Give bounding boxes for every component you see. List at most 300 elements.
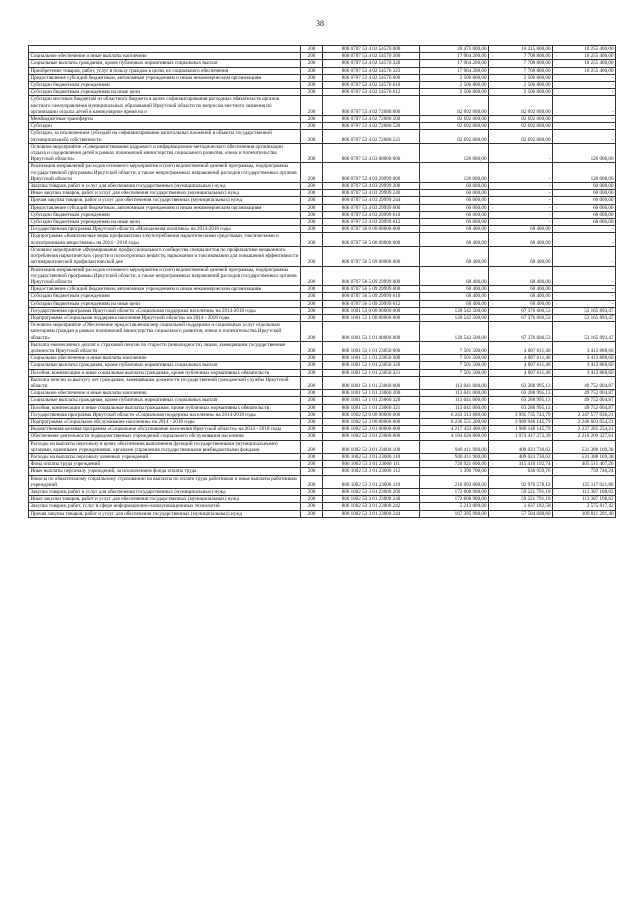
row-classification: 806 1001 53 1 01 23060 000 — [323, 376, 420, 389]
row-executed: 10 215 600,00 — [489, 46, 553, 53]
row-classification: 806 0707 53 4 02 54570 612 — [323, 89, 420, 96]
row-approved: 68 400,00 — [420, 246, 489, 266]
row-approved: 7 501 500,00 — [420, 362, 489, 369]
row-unexecuted: 53 165 893,47 — [553, 314, 616, 321]
row-classification: 806 0707 53 4 02 72080 521 — [323, 130, 420, 143]
row-approved: 68 400,00 — [420, 300, 489, 307]
row-executed: 4 087 611,40 — [489, 362, 553, 369]
row-unexecuted: 3 413 888,60 — [553, 369, 616, 376]
row-classification: 806 1001 53 1 01 23050 320 — [323, 362, 420, 369]
row-unexecuted: - — [553, 266, 616, 286]
row-name: Предоставление субсидий бюджетным, автономным учреждениям и иным некоммерческим организациям — [29, 204, 301, 211]
row-executed: 59 221 791,18 — [489, 489, 553, 496]
row-approved: 2 506 800,00 — [420, 74, 489, 81]
row-classification: 806 0707 53 4 03 29999 240 — [323, 190, 420, 197]
table-row — [29, 116, 616, 123]
row-approved: 218 093 600,00 — [420, 475, 489, 488]
row-unexecuted: - — [553, 123, 616, 130]
row-unexecuted: 49 752 004,87 — [553, 397, 616, 404]
row-name: Основное мероприятие «Формирование профессионального сообщества специалистов по профилактике незаконного потребления наркотических средств и психотропных веществ, наркомании и токсикомании для повышения эффективности антинаркотической профилактической дея — [30, 246, 299, 266]
row-classification: 806 0707 56 5 09 29999 612 — [323, 300, 420, 307]
row-approved: 17 964 200,00 — [420, 60, 489, 67]
row-executed: 92 976 578,12 — [489, 475, 553, 488]
row-approved: 60 000,00 — [420, 197, 489, 204]
row-executed: 82 692 000,00 — [489, 96, 553, 116]
row-executed: 7 708 800,00 — [489, 53, 553, 60]
row-approved: 17 964 200,00 — [420, 67, 489, 74]
row-name: Закупка товаров, работ, услуг в сфере информационно-коммуникационных технологий — [29, 503, 301, 510]
table-row — [29, 397, 616, 404]
row-classification: 806 1001 53 0 00 00000 000 — [323, 307, 420, 314]
row-unexecuted: - — [553, 226, 616, 233]
table-row — [29, 433, 616, 440]
row-code: 200 — [301, 307, 323, 314]
table-row — [29, 190, 616, 197]
row-classification: 806 0707 53 4 02 54570 600 — [323, 74, 420, 81]
row-name: Социальные выплаты гражданам, кроме публичных нормативных социальных выплат — [29, 362, 301, 369]
row-name: Основное мероприятие «Обеспечение предоставления мер социальной поддержки и социальных услуг отдельным категориям граждан в рамках полномочий министерства социального развития, опеки и попечительства Иркутской области» — [29, 322, 301, 342]
table-row — [29, 496, 616, 503]
row-code: 200 — [301, 322, 323, 342]
table-row — [29, 418, 616, 425]
table-row — [29, 219, 616, 226]
row-approved: 172 608 900,00 — [420, 496, 489, 503]
row-classification: 806 0707 56 5 09 29999 610 — [323, 293, 420, 300]
row-name: Взносы по обязательному социальному страхованию на выплаты по оплате труда работников и иные выплаты работникам учреждений — [29, 475, 301, 488]
row-executed: 63 288 995,13 — [489, 404, 553, 411]
row-approved: 82 692 000,00 — [420, 116, 489, 123]
row-approved: 68 400,00 — [420, 293, 489, 300]
row-name: Приобретение товаров, работ, услуг в пользу граждан в целях их социального обеспечения — [29, 67, 301, 74]
row-approved: 82 692 000,00 — [420, 96, 489, 116]
row-name: Иные выплаты персоналу учреждений, за исключением фонда оплаты труда — [29, 468, 301, 475]
row-unexecuted: 531 388 169,38 — [553, 440, 616, 453]
row-approved: 120 542 500,00 — [420, 322, 489, 342]
table-row — [29, 266, 616, 286]
row-executed: 1 974 417 272,39 — [489, 433, 553, 440]
row-code: 200 — [301, 510, 323, 517]
row-approved: 7 501 500,00 — [420, 355, 489, 362]
row-name: Выплата ежемесячных доплат к страховой пенсии по старости (инвалидности) лицам, замещавшим государственные должности Иркутской области — [29, 341, 301, 354]
row-executed: - — [489, 204, 553, 211]
row-code: 200 — [301, 390, 323, 397]
row-executed: - — [489, 197, 553, 204]
row-approved: 113 041 000,00 — [420, 376, 489, 389]
row-approved: 120 542 500,00 — [420, 307, 489, 314]
table-row — [29, 96, 616, 116]
row-unexecuted: - — [553, 286, 616, 293]
table-row — [29, 82, 616, 89]
row-name: Социальное обеспечение и иные выплаты населению — [29, 53, 301, 60]
row-code: 200 — [301, 190, 323, 197]
row-name: Государственная программа Иркутской области «Молодежная политика» на 2014-2018 годы — [29, 226, 301, 233]
row-approved: 6 243 313 680,00 — [420, 411, 489, 418]
row-classification: 806 0707 53 4 02 54570 323 — [323, 67, 420, 74]
table-row — [29, 426, 616, 433]
row-code: 200 — [301, 397, 323, 404]
row-executed: 57 584 608,60 — [489, 510, 553, 517]
row-name: Межбюджетные трансферты — [29, 116, 301, 123]
row-unexecuted: - — [553, 246, 616, 266]
row-approved: 68 400,00 — [420, 233, 489, 246]
row-code: 200 — [301, 130, 323, 143]
row-unexecuted: 125 117 021,88 — [553, 475, 616, 488]
table-row — [29, 341, 616, 354]
row-code: 200 — [301, 226, 323, 233]
row-code: 200 — [301, 183, 323, 190]
row-executed: - — [489, 183, 553, 190]
row-unexecuted: 3 413 888,60 — [553, 341, 616, 354]
row-classification: 806 0707 53 4 03 00000 000 — [323, 143, 420, 163]
table-row — [29, 130, 616, 143]
row-approved: 940 411 900,00 — [420, 440, 489, 453]
table-row — [29, 440, 616, 453]
row-name: Социальные выплаты гражданам, кроме публичных нормативных социальных выплат — [29, 397, 301, 404]
table-row — [29, 74, 616, 81]
row-approved: 167 395 900,00 — [420, 510, 489, 517]
table-row — [29, 226, 616, 233]
row-classification: 806 1001 53 1 01 23050 000 — [323, 341, 420, 354]
row-executed: 7 708 800,00 — [489, 67, 553, 74]
row-executed: 4 087 611,40 — [489, 369, 553, 376]
row-unexecuted: 3 413 888,60 — [553, 362, 616, 369]
row-executed: 82 692 000,00 — [489, 130, 553, 143]
budget-table — [28, 45, 616, 518]
row-approved: 2 506 800,00 — [420, 82, 489, 89]
row-code: 200 — [301, 362, 323, 369]
row-executed: 67 376 606,53 — [489, 314, 553, 321]
table-row — [29, 293, 616, 300]
row-approved: 4 184 626 800,00 — [420, 433, 489, 440]
row-classification: 806 1002 53 3 01 23000 240 — [323, 496, 420, 503]
row-classification: 806 1002 53 0 00 00000 000 — [323, 411, 420, 418]
table-row — [29, 307, 616, 314]
row-code: 200 — [301, 53, 323, 60]
table-row — [29, 233, 616, 246]
table-row — [29, 123, 616, 130]
row-code: 200 — [301, 143, 323, 163]
row-unexecuted: 60 000,00 — [553, 197, 616, 204]
row-executed: 82 692 000,00 — [489, 116, 553, 123]
row-classification: 806 0707 53 4 03 29999 612 — [323, 219, 420, 226]
row-executed: 68 400,00 — [489, 266, 553, 286]
row-approved: 1 396 700,00 — [420, 468, 489, 475]
row-unexecuted: 49 752 004,87 — [553, 376, 616, 389]
row-unexecuted: 66 000,00 — [553, 219, 616, 226]
row-code: 200 — [301, 475, 323, 488]
row-name: Пособия, компенсации и иные социальные выплаты гражданам, кроме публичных нормативных обязательств — [29, 369, 301, 376]
row-name: Ведомственная целевая программа «Социальное обслуживание населения Иркутской области» на 2014 - 2018 годы — [29, 426, 301, 433]
row-code: 200 — [301, 411, 323, 418]
row-approved: 82 692 000,00 — [420, 123, 489, 130]
row-unexecuted: 126 000,00 — [553, 143, 616, 163]
row-classification: 806 1002 53 3 01 23000 244 — [323, 510, 420, 517]
row-approved: 66 000,00 — [420, 211, 489, 218]
row-executed: 68 400,00 — [489, 286, 553, 293]
row-executed: 409 023 730,62 — [489, 440, 553, 453]
row-executed: - — [489, 163, 553, 183]
table-row — [29, 322, 616, 342]
row-name: Субсидии бюджетным учреждениям — [29, 293, 301, 300]
row-approved: 940 411 900,00 — [420, 453, 489, 460]
row-approved: 60 000,00 — [420, 183, 489, 190]
row-approved: 720 921 600,00 — [420, 461, 489, 468]
row-name — [29, 46, 301, 53]
row-approved: 120 542 500,00 — [420, 314, 489, 321]
table-row — [29, 89, 616, 96]
row-approved: 4 217 433 400,00 — [420, 426, 489, 433]
row-unexecuted: 759 740,24 — [553, 468, 616, 475]
row-unexecuted: - — [553, 233, 616, 246]
row-classification: 806 1002 53 3 01 23000 110 — [323, 453, 420, 460]
table-row — [29, 286, 616, 293]
row-executed: 67 376 606,53 — [489, 322, 553, 342]
row-code: 200 — [301, 503, 323, 510]
row-name: Подпрограмма «Комплексные меры профилактики злоупотребления наркотическими средствами, токсическими и психотропными веществами» на 2014 - 2018 годы — [29, 233, 301, 246]
row-classification: 806 0707 56 5 00 00000 000 — [323, 233, 420, 246]
row-approved: 126 000,00 — [420, 143, 489, 163]
row-unexecuted: 531 388 169,38 — [553, 453, 616, 460]
row-executed: 67 376 606,53 — [489, 307, 553, 314]
row-classification: 806 1002 53 3 01 23000 200 — [323, 489, 420, 496]
row-name: Основное мероприятие «Совершенствование кадрового и информационно-методического обеспечения организации отдыха и оздоровления детей в рамках полномочий министерства социального развития, опеки и попечительства Иркутской области» — [29, 143, 301, 163]
row-name: Субсидии бюджетным учреждениям — [29, 82, 301, 89]
row-name: Расходы на выплаты персоналу казенных учреждений — [29, 453, 301, 460]
row-name: Фонд оплаты труда учреждений — [29, 461, 301, 468]
row-unexecuted: - — [553, 74, 616, 81]
row-name: Подпрограмма «Социальное обслуживание населения» на 2014 - 2018 годы — [29, 418, 301, 425]
row-code: 200 — [301, 468, 323, 475]
row-approved: 113 041 000,00 — [420, 397, 489, 404]
row-name: Субсидии бюджетным учреждениям на иные цели — [29, 89, 301, 96]
row-name: Выплата пенсии за выслугу лет гражданам, замещавшим должности государственной гражданской службы Иркутской области — [29, 376, 301, 389]
table-row — [29, 163, 616, 183]
row-approved: 113 041 000,00 — [420, 404, 489, 411]
row-code: 200 — [301, 433, 323, 440]
row-classification: 806 0707 53 4 03 29999 610 — [323, 211, 420, 218]
row-classification: 806 0707 53 4 02 54570 000 — [323, 46, 420, 53]
row-code: 200 — [301, 440, 323, 453]
row-executed: - — [489, 219, 553, 226]
row-name: Закупка товаров, работ и услуг для обеспечения государственных (муниципальных) нужд — [29, 183, 301, 190]
table-row — [29, 60, 616, 67]
row-name: Субсидии местным бюджетам из областного бюджета в целях софинансирования расходных обязательств органов местного самоуправления муниципальных образований Иркутской области по вопросам местного значения по организации отдыха детей в каникулярное время на о — [29, 96, 301, 116]
row-executed: 63 288 995,13 — [489, 390, 553, 397]
row-classification: 806 0707 53 4 03 29999 200 — [323, 183, 420, 190]
row-code: 200 — [301, 96, 323, 116]
row-classification: 806 1001 53 1 00 00000 000 — [323, 314, 420, 321]
row-executed: 409 023 730,62 — [489, 453, 553, 460]
row-name: Иные закупки товаров, работ и услуг для обеспечения государственных (муниципальных) нужд — [29, 496, 301, 503]
row-code: 200 — [301, 286, 323, 293]
row-unexecuted: - — [553, 82, 616, 89]
row-executed: 68 400,00 — [489, 233, 553, 246]
row-unexecuted: 405 511 407,26 — [553, 461, 616, 468]
row-classification: 806 1001 53 1 01 23060 300 — [323, 390, 420, 397]
row-classification: 806 1001 53 1 01 23050 321 — [323, 369, 420, 376]
row-executed: 3 989 948 145,79 — [489, 418, 553, 425]
row-unexecuted: 3 575 817,42 — [553, 503, 616, 510]
row-unexecuted: 10 255 400,00 — [553, 60, 616, 67]
row-classification: 806 1001 53 1 01 00000 000 — [323, 322, 420, 342]
row-unexecuted: - — [553, 300, 616, 307]
table-row — [29, 204, 616, 211]
row-code: 200 — [301, 293, 323, 300]
row-code: 200 — [301, 341, 323, 354]
row-approved: 7 501 500,00 — [420, 341, 489, 354]
table-row — [29, 362, 616, 369]
row-unexecuted: 66 000,00 — [553, 204, 616, 211]
row-classification: 806 1002 53 3 01 00000 000 — [323, 426, 420, 433]
row-executed: 2 506 800,00 — [489, 82, 553, 89]
row-unexecuted: 2 237 285 254,21 — [553, 426, 616, 433]
table-row — [29, 314, 616, 321]
row-classification: 806 1001 53 1 01 23060 320 — [323, 397, 420, 404]
row-executed: 2 506 800,00 — [489, 74, 553, 81]
row-name: Предоставление субсидий бюджетным, автономным учреждениям и иным некоммерческим организациям — [29, 74, 301, 81]
row-code: 200 — [301, 418, 323, 425]
row-name: Субсидии бюджетным учреждениям на иные цели — [29, 300, 301, 307]
row-executed: 1 980 148 145,79 — [489, 426, 553, 433]
row-name: Субсидии — [29, 123, 301, 130]
page-number: 38 — [316, 19, 324, 28]
row-classification: 806 1002 53 3 00 00000 000 — [323, 418, 420, 425]
table-row — [29, 211, 616, 218]
row-code: 200 — [301, 376, 323, 389]
table-row — [29, 355, 616, 362]
row-executed: 63 288 995,13 — [489, 397, 553, 404]
row-code: 200 — [301, 496, 323, 503]
row-executed: - — [489, 211, 553, 218]
row-executed: 7 708 800,00 — [489, 60, 553, 67]
row-code: 200 — [301, 211, 323, 218]
row-classification: 806 1001 53 1 01 23060 321 — [323, 404, 420, 411]
row-executed: - — [489, 143, 553, 163]
row-approved: 2 506 800,00 — [420, 89, 489, 96]
row-code: 200 — [301, 453, 323, 460]
row-code: 200 — [301, 123, 323, 130]
row-name: Социальные выплаты гражданам, кроме публичных нормативных социальных выплат — [29, 60, 301, 67]
row-code: 200 — [301, 404, 323, 411]
row-classification: 806 1002 53 3 01 23000 112 — [323, 468, 420, 475]
table-row — [29, 475, 616, 488]
row-name: Государственная программа Иркутской области «Социальная поддержка населения» на 2014-2018 годы — [29, 307, 301, 314]
row-code: 200 — [301, 266, 323, 286]
row-executed: 68 400,00 — [489, 226, 553, 233]
row-code: 200 — [301, 60, 323, 67]
row-executed: 68 400,00 — [489, 246, 553, 266]
row-code: 200 — [301, 314, 323, 321]
table-row — [29, 369, 616, 376]
row-unexecuted: 53 165 893,47 — [553, 322, 616, 342]
row-classification: 806 0707 56 5 09 00000 000 — [323, 246, 420, 266]
row-approved: 6 236 551 200,00 — [420, 418, 489, 425]
row-classification: 806 0707 53 4 02 54570 610 — [323, 82, 420, 89]
row-approved: 66 000,00 — [420, 219, 489, 226]
row-unexecuted: 10 255 400,00 — [553, 67, 616, 74]
row-code: 200 — [301, 116, 323, 123]
table-row — [29, 376, 616, 389]
row-approved: 7 501 500,00 — [420, 369, 489, 376]
table-row — [29, 143, 616, 163]
row-code: 200 — [301, 204, 323, 211]
row-unexecuted: 2 246 603 054,21 — [553, 418, 616, 425]
row-code: 200 — [301, 163, 323, 183]
row-approved: 60 000,00 — [420, 190, 489, 197]
row-unexecuted: 66 000,00 — [553, 211, 616, 218]
row-unexecuted: 60 000,00 — [553, 190, 616, 197]
row-name: Подпрограмма «Социальная поддержка населения Иркутской области» на 2014 - 2018 годы — [29, 314, 301, 321]
row-classification: 806 0707 56 5 09 29999 600 — [323, 286, 420, 293]
row-name: Субсидии, за исключением субсидий на софинансирование капитальных вложений в объекты государственной (муниципальной) собственности — [29, 130, 301, 143]
row-approved: 126 000,00 — [420, 163, 489, 183]
row-executed: 636 959,76 — [489, 468, 553, 475]
row-unexecuted: 113 387 108,82 — [553, 496, 616, 503]
row-name: Расходы на выплаты персоналу в целях обеспечения выполнения функций государственными (муниципальными) органами, казенными учреждениями, органами управления государственными внебюджетными фондами — [29, 440, 301, 453]
table-row — [29, 461, 616, 468]
row-name: Прочая закупка товаров, работ и услуг для обеспечения государственных (муниципальных) нужд — [29, 510, 301, 517]
row-executed: 3 995 735 743,79 — [489, 411, 553, 418]
table-row — [29, 183, 616, 190]
row-code: 200 — [301, 67, 323, 74]
row-unexecuted: 10 255 400,00 — [553, 53, 616, 60]
row-executed: 2 506 800,00 — [489, 89, 553, 96]
row-unexecuted: 2 210 209 327,61 — [553, 433, 616, 440]
row-classification: 806 1002 53 3 01 23000 111 — [323, 461, 420, 468]
row-approved: 20 471 000,00 — [420, 46, 489, 53]
table-row — [29, 468, 616, 475]
row-unexecuted: 60 000,00 — [553, 183, 616, 190]
row-code: 200 — [301, 461, 323, 468]
row-code: 200 — [301, 46, 323, 53]
row-unexecuted: 113 387 108,82 — [553, 489, 616, 496]
row-code: 200 — [301, 89, 323, 96]
table-row — [29, 404, 616, 411]
row-unexecuted: 49 752 004,87 — [553, 404, 616, 411]
row-name: Иные закупки товаров, работ и услуг для обеспечения государственных (муниципальных) нужд — [29, 190, 301, 197]
row-name: Государственная программа Иркутской области «Социальная поддержка населения» на 2014-2018 годы — [29, 411, 301, 418]
row-classification: 806 0707 53 4 03 29999 600 — [323, 204, 420, 211]
table-row — [29, 246, 616, 266]
row-code: 200 — [301, 197, 323, 204]
row-approved: 5 213 000,00 — [420, 503, 489, 510]
row-executed: 68 400,00 — [489, 293, 553, 300]
row-name: Закупка товаров, работ и услуг для обеспечения государственных (муниципальных) нужд — [29, 489, 301, 496]
row-executed: 63 288 995,13 — [489, 376, 553, 389]
row-name: Предоставление субсидий бюджетным, автономным учреждениям и иным некоммерческим организациям — [29, 286, 301, 293]
row-classification: 806 1002 53 3 01 23000 100 — [323, 440, 420, 453]
row-executed: 315 410 192,74 — [489, 461, 553, 468]
row-unexecuted: - — [553, 89, 616, 96]
row-classification: 806 0707 53 4 03 29999 000 — [323, 163, 420, 183]
row-code: 200 — [301, 369, 323, 376]
row-name: Субсидии бюджетным учреждениям — [29, 211, 301, 218]
row-unexecuted: - — [553, 293, 616, 300]
table-row — [29, 503, 616, 510]
row-name: Прочая закупка товаров, работ и услуг для обеспечения государственных (муниципальных) нужд — [29, 197, 301, 204]
row-name: Субсидии бюджетным учреждениям на иные цели — [29, 219, 301, 226]
row-executed: - — [489, 190, 553, 197]
row-name: Пособия, компенсации и иные социальные выплаты гражданам, кроме публичных нормативных обязательств — [29, 404, 301, 411]
row-code: 200 — [301, 74, 323, 81]
row-code: 200 — [301, 489, 323, 496]
row-approved: 68 400,00 — [420, 266, 489, 286]
row-name: Реализация направлений расходов основного мероприятия и (или) ведомственной целевой программы, подпрограммы государственной программы Иркутской области, а также непрограммных направлений расходов государственных органов Иркутской области — [29, 266, 301, 286]
row-classification: 806 0707 53 4 02 72080 500 — [323, 116, 420, 123]
row-unexecuted: 2 247 577 936,21 — [553, 411, 616, 418]
row-code: 200 — [301, 426, 323, 433]
row-unexecuted: 49 752 004,87 — [553, 390, 616, 397]
